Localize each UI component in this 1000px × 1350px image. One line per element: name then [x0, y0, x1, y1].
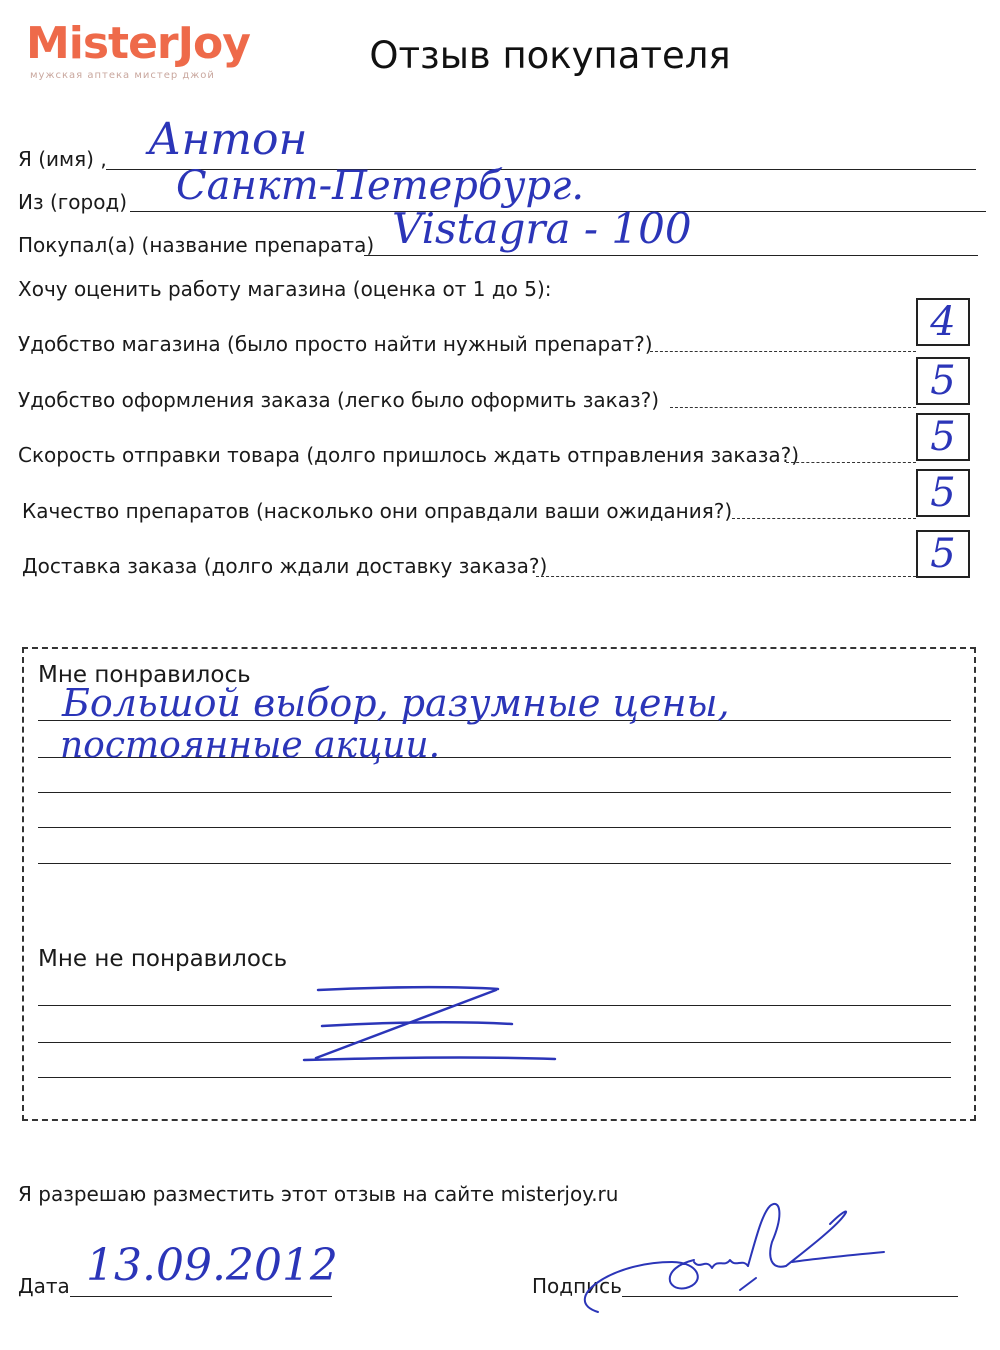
rating-score: 5 [930, 470, 956, 516]
brand-tagline: мужская аптека мистер джой [30, 70, 215, 81]
city-value: Санкт-Петербург. [176, 163, 585, 209]
name-label: Я (имя) , [18, 147, 107, 171]
city-label: Из (город) [18, 190, 128, 214]
date-label: Дата [18, 1274, 70, 1298]
rating-score: 5 [930, 414, 956, 460]
rating-score: 5 [930, 531, 956, 577]
rating-score: 5 [930, 358, 956, 404]
date-value: 13.09.2012 [86, 1240, 338, 1291]
consent-text: Я разрешаю разместить этот отзыв на сайте misterjoy.ru [18, 1182, 619, 1206]
rating-label-order: Удобство оформления заказа (легко было оформить заказ?) [18, 388, 659, 412]
rating-label-shipping: Скорость отправки товара (долго пришлось ждать отправления заказа?) [18, 443, 800, 467]
liked-text-line-2: постоянные акции. [60, 725, 441, 766]
liked-text-line-1: Большой выбор, разумные цены, [62, 681, 730, 725]
page-title: Отзыв покупателя [369, 34, 731, 77]
signature-label: Подпись [532, 1274, 622, 1298]
rating-score: 4 [930, 299, 956, 345]
brand-logo: MisterJoy [26, 18, 250, 69]
liked-label: Мне понравилось [38, 662, 251, 688]
rating-intro: Хочу оценить работу магазина (оценка от 1 до 5): [18, 277, 552, 301]
disliked-label: Мне не понравилось [38, 946, 288, 972]
product-value: Vistagra - 100 [392, 204, 692, 253]
rating-label-delivery: Доставка заказа (долго ждали доставку заказа?) [22, 554, 548, 578]
rating-label-quality: Качество препаратов (насколько они оправдали ваши ожидания?) [22, 499, 733, 523]
rating-label-store: Удобство магазина (было просто найти нужный препарат?) [18, 332, 653, 356]
product-label: Покупал(а) (название препарата) [18, 233, 375, 257]
name-value: Антон [148, 114, 308, 165]
